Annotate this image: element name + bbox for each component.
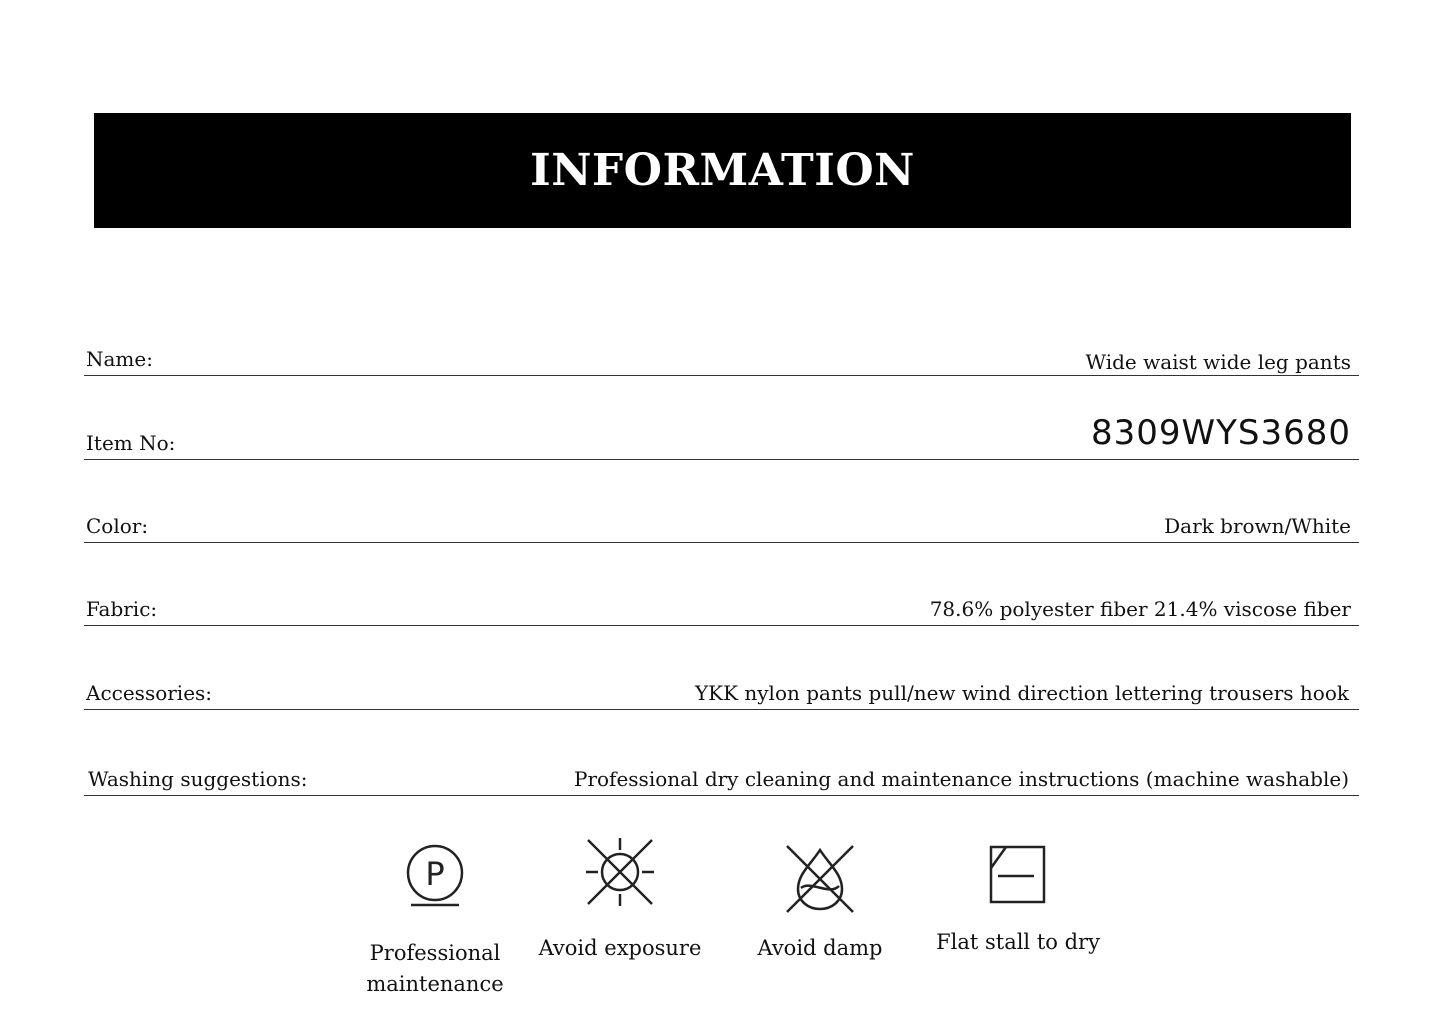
flat-dry-icon [988, 844, 1048, 906]
washing-value: Professional dry cleaning and maintenance instructions (machine washable) [574, 767, 1349, 791]
info-row-color [84, 495, 1359, 543]
care-professional-maintenance [355, 840, 515, 1000]
accessories-label: Accessories: [86, 681, 213, 705]
care-flat-dry [928, 844, 1108, 958]
header-bar [94, 113, 1351, 228]
care-caption-line1: Professional [369, 941, 501, 965]
care-avoid-exposure [530, 836, 710, 964]
professional-dry-clean-icon [400, 840, 470, 910]
no-sun-exposure-icon [584, 836, 656, 908]
care-avoid-damp [740, 844, 900, 964]
item-no-label: Item No: [86, 431, 176, 455]
care-caption: Flat stall to dry [936, 930, 1100, 954]
info-row-washing [84, 745, 1359, 796]
care-caption: Avoid damp [757, 936, 883, 960]
svg-text:P: P [425, 855, 445, 893]
color-value: Dark brown/White [1164, 514, 1351, 538]
care-caption: Avoid exposure [538, 936, 702, 960]
item-no-value: 8309WYS3680 [1090, 413, 1351, 453]
info-row-fabric [84, 578, 1359, 626]
info-row-accessories [84, 662, 1359, 710]
page-title: INFORMATION [530, 145, 915, 196]
fabric-value: 78.6% polyester fiber 21.4% viscose fiber [929, 597, 1351, 621]
fabric-label: Fabric: [86, 597, 158, 621]
color-label: Color: [86, 514, 149, 538]
info-row-item-no [84, 410, 1359, 460]
name-value: Wide waist wide leg pants [1085, 350, 1351, 374]
info-row-name [84, 330, 1359, 376]
no-damp-icon [785, 844, 855, 914]
washing-label: Washing suggestions: [88, 767, 308, 791]
care-caption-line2: maintenance [366, 972, 504, 996]
name-label: Name: [86, 347, 153, 371]
accessories-value: YKK nylon pants pull/new wind direction lettering trousers hook [694, 681, 1349, 705]
